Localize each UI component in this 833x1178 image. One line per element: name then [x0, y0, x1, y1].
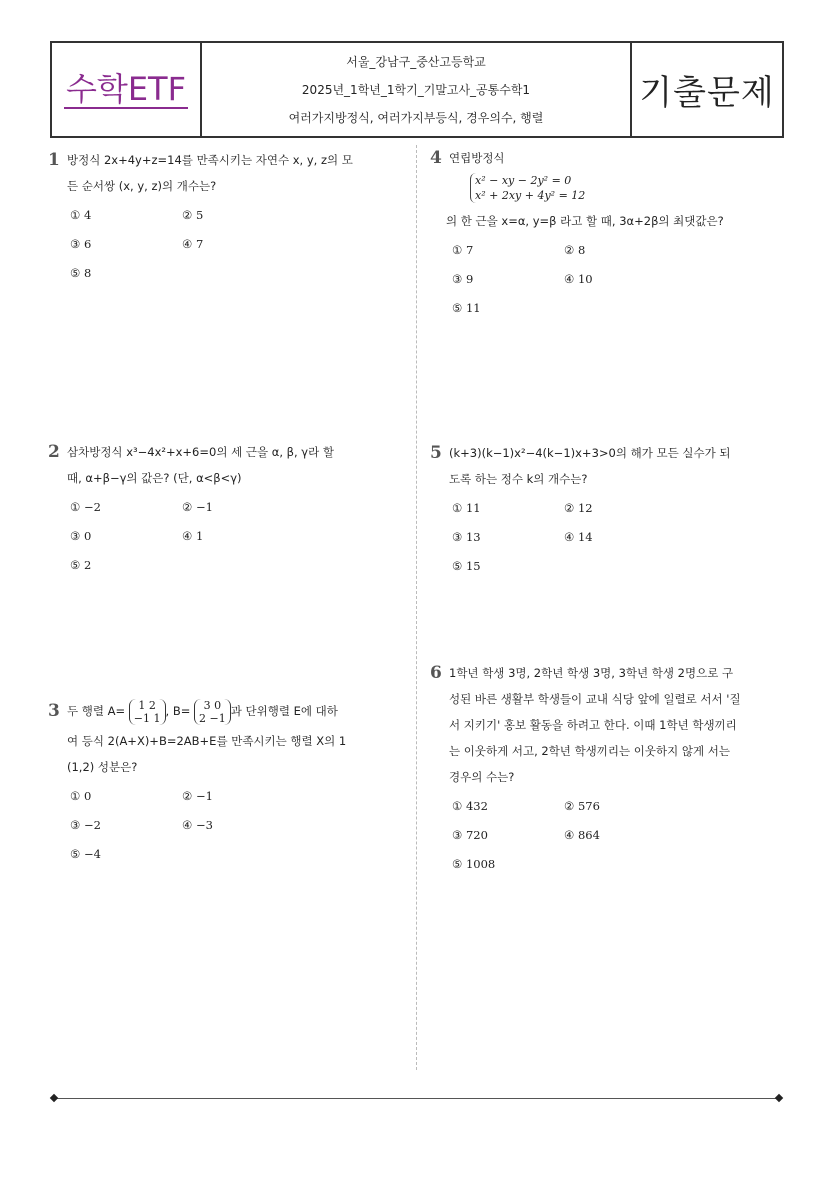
problem-text-line — [67, 694, 393, 728]
problem-text-line: 성된 바른 생활부 학생들이 교내 식당 앞에 일렬로 서서 '질 — [449, 692, 741, 706]
problem-number: 6 — [430, 663, 442, 683]
choice-3[interactable]: ③ 9 — [452, 272, 474, 286]
problem-text-line: 여 등식 2(A+X)+B=2AB+E를 만족시키는 행렬 X의 1 — [67, 734, 347, 748]
choice-5[interactable]: ⑤ 8 — [70, 266, 92, 280]
footer-rule — [54, 1098, 780, 1099]
choice-3[interactable]: ③ 720 — [452, 828, 488, 842]
matrix-row: 3 0 — [203, 698, 222, 712]
choice-4[interactable]: ④ −3 — [182, 818, 213, 832]
choice-1[interactable]: ① 7 — [452, 243, 474, 257]
logo-text: 수학ETF — [66, 69, 186, 108]
choice-3[interactable]: ③ 0 — [70, 529, 92, 543]
problem-text-line: 서 지키기' 홍보 활동을 하려고 한다. 이때 1학년 학생끼리 — [449, 718, 737, 732]
column-divider — [416, 145, 417, 1070]
exam-name: 2025년_1학년_1학기_기말고사_공통수학1 — [301, 82, 531, 97]
equation: x² − xy − 2y² = 0 — [475, 174, 572, 187]
problem-2 — [48, 439, 393, 580]
choice-4[interactable]: ④ 864 — [564, 828, 600, 842]
choice-1[interactable]: ① 432 — [452, 799, 488, 813]
exam-header — [50, 41, 784, 138]
diamond-icon — [775, 1094, 783, 1102]
problem-number: 5 — [430, 443, 442, 463]
matrix-row: 2 −1 — [199, 711, 226, 725]
equation: x² + 2xy + 4y² = 12 — [475, 189, 586, 202]
problem-6 — [430, 660, 780, 879]
problem-text-line: 때, α+β−γ의 값은? (단, α<β<γ) — [67, 471, 242, 485]
problem-number: 1 — [48, 150, 60, 170]
choice-3[interactable]: ③ 6 — [70, 237, 92, 251]
choice-4[interactable]: ④ 1 — [182, 529, 204, 543]
matrix-suffix: 과 단위행렬 E에 대하 — [230, 704, 338, 718]
choice-2[interactable]: ② 576 — [564, 799, 600, 813]
problem-text-line: 삼차방정식 x³−4x²+x+6=0의 세 근을 α, β, γ라 할 — [67, 445, 334, 459]
school-name: 서울_강남구_중산고등학교 — [346, 54, 486, 69]
exam-topics: 여러가지방정식, 여러가지부등식, 경우의수, 행렬 — [288, 111, 544, 126]
problem-1 — [48, 147, 393, 288]
matrix-b — [194, 699, 231, 725]
problem-text-line: 1학년 학생 3명, 2학년 학생 3명, 3학년 학생 2명으로 구 — [449, 666, 734, 680]
choice-2[interactable]: ② −1 — [182, 500, 213, 514]
choice-4[interactable]: ④ 10 — [564, 272, 593, 286]
document-kind: 기출문제 — [639, 73, 775, 113]
problem-text-line: 방정식 2x+4y+z=14를 만족시키는 자연수 x, y, z의 모 — [67, 153, 353, 167]
problem-text-line: 는 이웃하게 서고, 2학년 학생끼리는 이웃하지 않게 서는 — [449, 744, 730, 758]
matrix-mid: , B= — [165, 704, 191, 718]
problem-4 — [430, 145, 780, 323]
choice-4[interactable]: ④ 14 — [564, 530, 593, 544]
answer-choices — [452, 494, 780, 581]
problem-title: 연립방정식 — [449, 151, 505, 165]
choice-5[interactable]: ⑤ 1008 — [452, 857, 496, 871]
choice-2[interactable]: ② −1 — [182, 789, 213, 803]
problem-text-line: (k+3)(k−1)x²−4(k−1)x+3>0의 해가 모든 실수가 되 — [449, 446, 731, 460]
matrix-a — [129, 699, 166, 725]
problem-text-line: (1,2) 성분은? — [67, 760, 138, 774]
logo — [52, 43, 202, 136]
choice-1[interactable]: ① −2 — [70, 500, 101, 514]
problem-number: 2 — [48, 442, 60, 462]
choice-1[interactable]: ① 0 — [70, 789, 92, 803]
answer-choices — [70, 201, 393, 288]
problem-text-line: 도록 하는 정수 k의 개수는? — [449, 472, 588, 486]
choice-5[interactable]: ⑤ 15 — [452, 559, 481, 573]
choice-3[interactable]: ③ −2 — [70, 818, 101, 832]
matrix-prefix: 두 행렬 A= — [67, 704, 126, 718]
choice-5[interactable]: ⑤ 11 — [452, 301, 481, 315]
problem-number: 3 — [48, 701, 60, 721]
choice-4[interactable]: ④ 7 — [182, 237, 204, 251]
choice-5[interactable]: ⑤ 2 — [70, 558, 92, 572]
choice-2[interactable]: ② 8 — [564, 243, 586, 257]
choice-2[interactable]: ② 5 — [182, 208, 204, 222]
problem-3 — [48, 694, 393, 869]
choice-1[interactable]: ① 4 — [70, 208, 92, 222]
choice-5[interactable]: ⑤ −4 — [70, 847, 101, 861]
problem-5 — [430, 440, 780, 581]
choice-3[interactable]: ③ 13 — [452, 530, 481, 544]
matrix-row: 1 2 — [138, 698, 156, 712]
equation-system — [470, 173, 585, 203]
choice-1[interactable]: ① 11 — [452, 501, 481, 515]
answer-choices — [70, 493, 393, 580]
problem-text-line: 의 한 근을 x=α, y=β 라고 할 때, 3α+2β의 최댓값은? — [446, 214, 724, 228]
diamond-icon — [50, 1094, 58, 1102]
choice-2[interactable]: ② 12 — [564, 501, 593, 515]
problem-text-line: 든 순서쌍 (x, y, z)의 개수는? — [67, 179, 217, 193]
answer-choices — [452, 236, 780, 323]
matrix-row: −1 1 — [133, 711, 161, 725]
problem-text-line: 경우의 수는? — [449, 770, 515, 784]
problem-number: 4 — [430, 148, 442, 168]
answer-choices — [452, 792, 780, 879]
exam-info — [202, 43, 632, 136]
answer-choices — [70, 782, 393, 869]
